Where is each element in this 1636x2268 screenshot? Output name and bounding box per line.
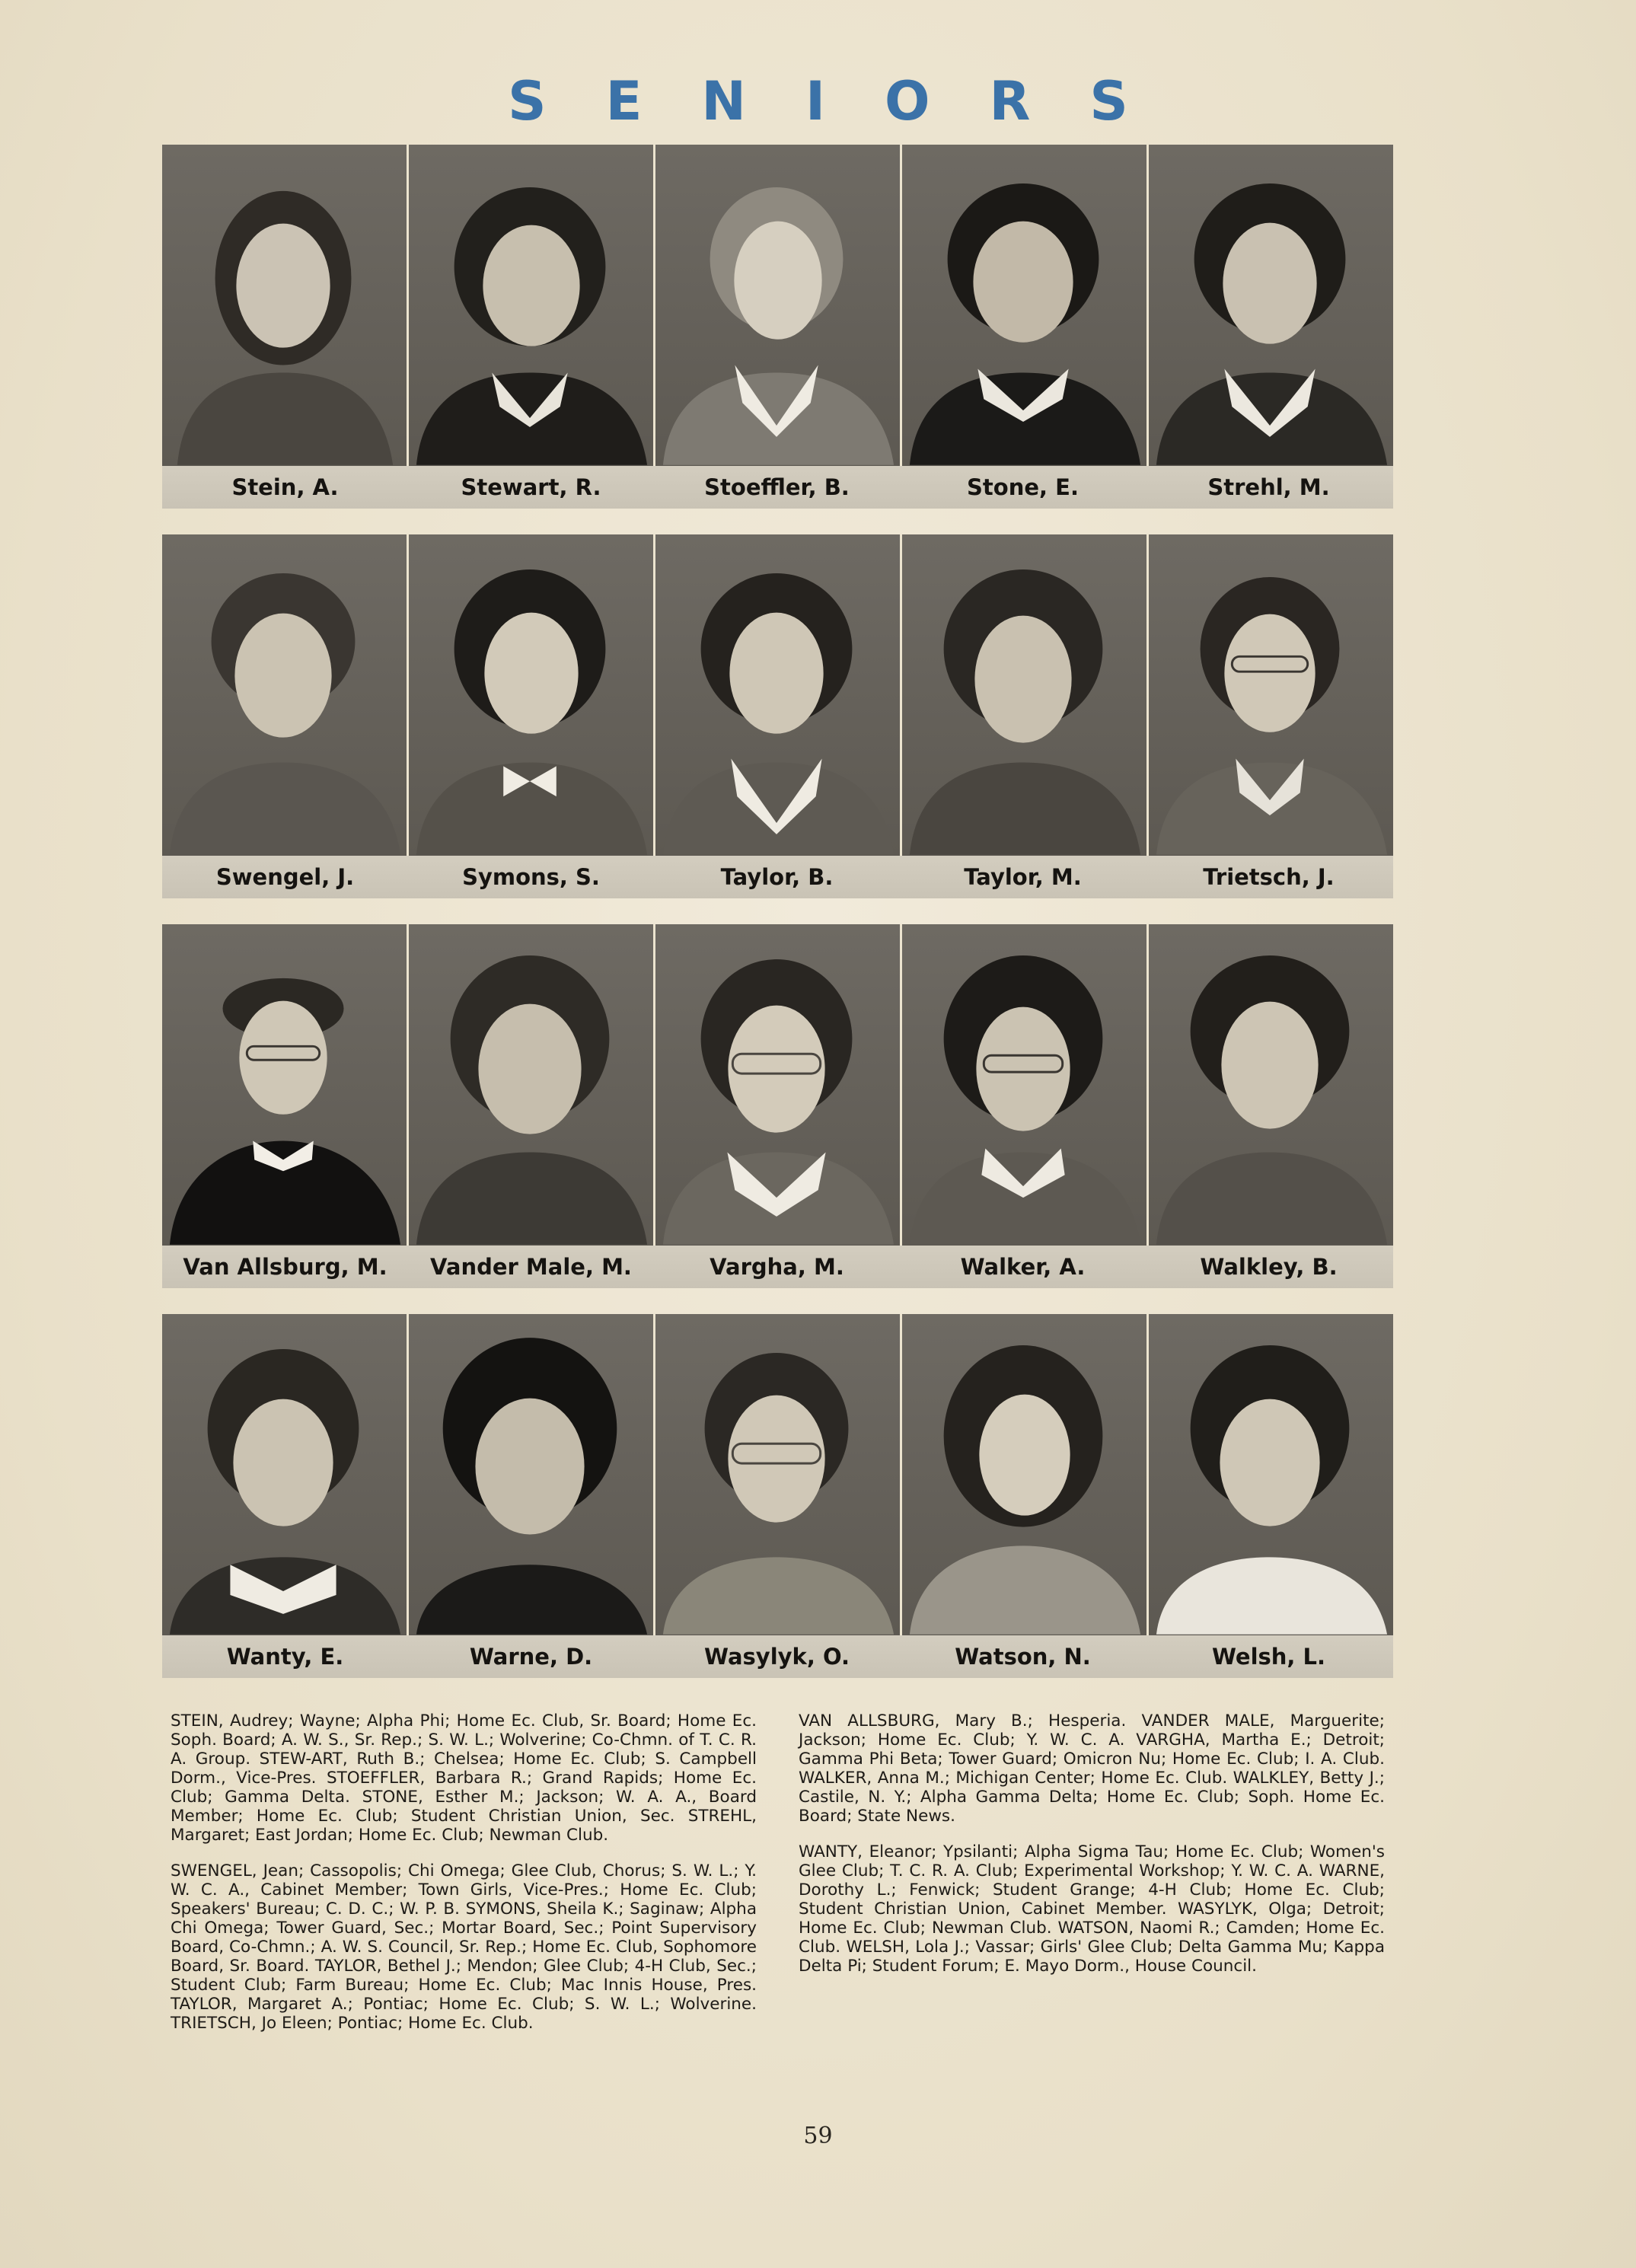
biography-column-right — [799, 1711, 1385, 2049]
student-name: Symons, S. — [462, 864, 600, 890]
portrait-photo — [655, 534, 902, 856]
portrait-photo — [162, 1314, 409, 1635]
student-name: Van Allsburg, M. — [183, 1254, 387, 1280]
portrait-silhouette — [1149, 1314, 1393, 1635]
portrait-silhouette — [902, 1314, 1146, 1635]
portrait-silhouette — [162, 145, 407, 466]
biography-paragraph: WANTY, Eleanor; Ypsilanti; Alpha Sigma Tau; Home Ec. Club; Women's Glee Club; T. C. R. A. Club; Experimental Workshop; Y. W. C. A. WARNE, Dorothy L.; Fenwick; Student Grange; 4-H Club; Home Ec. Club; Student Christian Union, Cabinet Member. WASYLYK, Olga; Detroit; Home Ec. Club; Newman Club. WATSON, Naomi R.; Camden; Home Ec. Club. WELSH, Lola J.; Vassar; Girls' Glee Club; Delta Gamma Mu; Kappa Delta Pi; Student Forum; E. Mayo Dorm., House Council. — [799, 1842, 1385, 1976]
student-name: Swengel, J. — [215, 864, 355, 890]
student-name: Taylor, B. — [720, 864, 834, 890]
portrait-photo — [409, 145, 655, 466]
portrait-silhouette — [162, 924, 407, 1246]
portrait-silhouette — [162, 1314, 407, 1635]
student-name: Stone, E. — [967, 474, 1079, 500]
portrait-photos-row — [162, 534, 1393, 856]
portrait-silhouette — [409, 1314, 653, 1635]
portrait-photos-row — [162, 1314, 1393, 1635]
portrait-silhouette — [655, 1314, 900, 1635]
portrait-photo — [409, 1314, 655, 1635]
portrait-silhouette — [162, 534, 407, 856]
biography-section — [171, 1711, 1385, 2049]
portrait-photo — [1149, 924, 1393, 1246]
portrait-photo — [902, 1314, 1149, 1635]
portrait-silhouette — [409, 534, 653, 856]
portrait-silhouette — [902, 534, 1146, 856]
portrait-silhouette — [902, 924, 1146, 1246]
student-name: Vander Male, M. — [430, 1254, 632, 1280]
portrait-photos-row — [162, 924, 1393, 1246]
biography-column-left — [171, 1711, 757, 2049]
portrait-photo — [902, 924, 1149, 1246]
portrait-photo — [1149, 145, 1393, 466]
portrait-row-4 — [162, 1314, 1393, 1704]
portrait-silhouette — [1149, 924, 1393, 1246]
portrait-silhouette — [409, 924, 653, 1246]
student-name: Wanty, E. — [226, 1644, 344, 1670]
caption-band — [162, 1246, 1393, 1288]
portrait-silhouette — [902, 145, 1146, 466]
student-name: Trietsch, J. — [1203, 864, 1335, 890]
caption-band — [162, 856, 1393, 898]
portrait-row-1 — [162, 145, 1393, 534]
portrait-photo — [1149, 1314, 1393, 1635]
portrait-grid — [162, 145, 1393, 1704]
student-name: Watson, N. — [955, 1644, 1091, 1670]
student-name: Wasylyk, O. — [704, 1644, 850, 1670]
portrait-row-2 — [162, 534, 1393, 924]
portrait-silhouette — [1149, 145, 1393, 466]
portrait-silhouette — [409, 145, 653, 466]
caption-band — [162, 1635, 1393, 1678]
page-title: SENIORS — [508, 70, 1188, 132]
caption-band — [162, 466, 1393, 509]
portrait-photo — [655, 145, 902, 466]
portrait-photo — [162, 924, 409, 1246]
biography-paragraph: STEIN, Audrey; Wayne; Alpha Phi; Home Ec. Club, Sr. Board; Home Ec. Soph. Board; A. W. S., Sr. Rep.; S. W. L.; Wolverine; Co-Chmn. of T. C. R. A. Group. STEW-ART, Ruth B.; Chelsea; Home Ec. Club; S. Campbell Dorm., Vice-Pres. STOEFFLER, Barbara R.; Grand Rapids; Home Ec. Club; Gamma Delta. STONE, Esther M.; Jackson; W. A. A., Board Member; Home Ec. Club; Student Christian Union, Sec. STREHL, Margaret; East Jordan; Home Ec. Club; Newman Club. — [171, 1711, 757, 1845]
portrait-silhouette — [655, 534, 900, 856]
portrait-photo — [1149, 534, 1393, 856]
student-name: Strehl, M. — [1207, 474, 1330, 500]
student-name: Walkley, B. — [1200, 1254, 1338, 1280]
student-name: Stein, A. — [231, 474, 339, 500]
portrait-photo — [409, 924, 655, 1246]
portrait-photo — [655, 1314, 902, 1635]
page-number: 59 — [803, 2123, 833, 2149]
portrait-photos-row — [162, 145, 1393, 466]
student-name: Stewart, R. — [461, 474, 601, 500]
portrait-photo — [655, 924, 902, 1246]
portrait-photo — [409, 534, 655, 856]
student-name: Taylor, M. — [964, 864, 1082, 890]
biography-paragraph: VAN ALLSBURG, Mary B.; Hesperia. VANDER MALE, Marguerite; Jackson; Home Ec. Club; Y. W. C. A. VARGHA, Martha E.; Detroit; Gamma Phi Beta; Tower Guard; Omicron Nu; Home Ec. Club; I. A. Club. WALKER, Anna M.; Michigan Center; Home Ec. Club. WALKLEY, Betty J.; Castile, N. Y.; Alpha Gamma Delta; Home Ec. Club; Soph. Home Ec. Board; State News. — [799, 1711, 1385, 1826]
portrait-silhouette — [655, 145, 900, 466]
student-name: Stoeffler, B. — [704, 474, 850, 500]
portrait-silhouette — [1149, 534, 1393, 856]
biography-paragraph: SWENGEL, Jean; Cassopolis; Chi Omega; Glee Club, Chorus; S. W. L.; Y. W. C. A., Cabinet Member; Town Girls, Vice-Pres.; Home Ec. Club; Speakers' Bureau; C. D. C.; W. P. B. SYMONS, Sheila K.; Saginaw; Alpha Chi Omega; Tower Guard, Sec.; Mortar Board, Sec.; Point Supervisory Board, Co-Chmn.; A. W. S. Council, Sr. Rep.; Home Ec. Club, Sophomore Board, Sr. Board. TAYLOR, Bethel J.; Mendon; Glee Club; 4-H Club, Sec.; Student Club; Farm Bureau; Home Ec. Club; Mac Innis House, Pres. TAYLOR, Margaret A.; Pontiac; Home Ec. Club; S. W. L.; Wolverine. TRIETSCH, Jo Eleen; Pontiac; Home Ec. Club. — [171, 1861, 757, 2033]
student-name: Welsh, L. — [1211, 1644, 1326, 1670]
portrait-silhouette — [655, 924, 900, 1246]
student-name: Warne, D. — [469, 1644, 593, 1670]
portrait-row-3 — [162, 924, 1393, 1314]
portrait-photo — [162, 534, 409, 856]
student-name: Vargha, M. — [710, 1254, 844, 1280]
portrait-photo — [902, 534, 1149, 856]
portrait-photo — [902, 145, 1149, 466]
portrait-photo — [162, 145, 409, 466]
student-name: Walker, A. — [960, 1254, 1086, 1280]
